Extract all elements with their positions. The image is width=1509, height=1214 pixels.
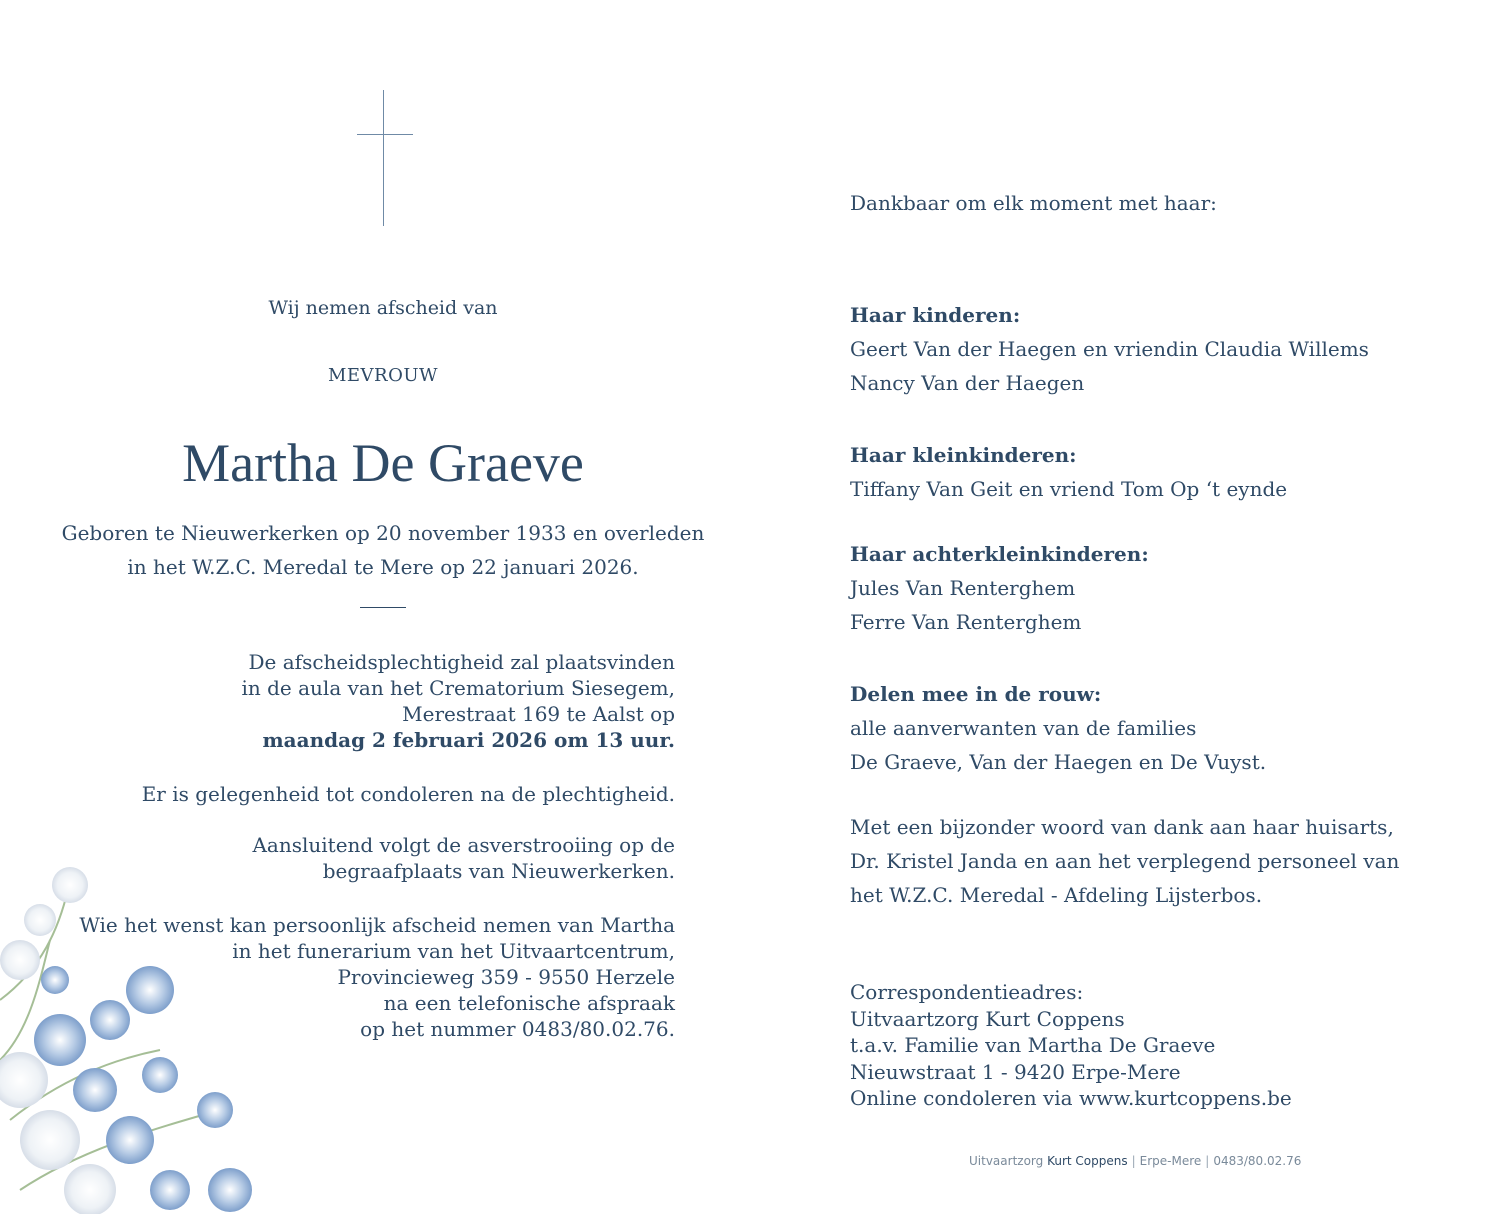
special-thanks [850,810,1410,912]
grandchildren-section [850,438,1410,506]
ashes-line: Aansluitend volgt de asverstrooiing op de [252,833,675,857]
mourning-section [850,677,1410,779]
ceremony-line: in de aula van het Crematorium Siesegem, [241,676,675,700]
footer-prefix: Uitvaartzorg [969,1154,1044,1168]
visit-line: na een telefonische afspraak [383,991,675,1015]
death-line: in het W.Z.C. Meredal te Mere op 22 januari 2026. [127,555,639,579]
cross-icon [357,90,413,226]
mourning-title: Delen mee in de rouw: [850,682,1102,706]
special-thanks-line: het W.Z.C. Meredal - Afdeling Lijsterbos. [850,883,1263,907]
child-name: Nancy Van der Haegen [850,371,1085,395]
visit-line: Provincieweg 359 - 9550 Herzele [337,965,675,989]
greatgrandchild-name: Ferre Van Renterghem [850,610,1082,634]
correspondence-line: Nieuwstraat 1 - 9420 Erpe-Mere [850,1059,1181,1084]
footer-place: Erpe-Mere [1139,1154,1202,1168]
correspondence-line: Correspondentieadres: [850,980,1084,1004]
ashes-line: begraafplaats van Nieuwerkerken. [322,859,675,883]
children-title: Haar kinderen: [850,303,1021,327]
deceased-name: Martha De Graeve [182,433,584,493]
child-name: Geert Van der Haegen en vriendin Claudia Willems [850,337,1369,361]
ceremony-line: De afscheidsplechtigheid zal plaatsvinden [248,650,675,674]
visit-line: Wie het wenst kan persoonlijk afscheid nemen van Martha [79,913,675,937]
divider [360,607,406,608]
visit-line: in het funerarium van het Uitvaartcentrum, [232,939,675,963]
ceremony-date: maandag 2 februari 2026 om 13 uur. [262,728,675,752]
special-thanks-line: Dr. Kristel Janda en aan het verplegend personeel van [850,849,1400,873]
greatgrandchildren-title: Haar achterkleinkinderen: [850,542,1149,566]
grandchildren-title: Haar kleinkinderen: [850,443,1077,467]
ceremony-line: Merestraat 169 te Aalst op [402,702,675,726]
mourning-line: De Graeve, Van der Haegen en De Vuyst. [850,750,1267,774]
greatgrandchildren-section [850,537,1410,639]
condolence-info: Er is gelegenheid tot condoleren na de plechtigheid. [141,782,675,806]
children-section [850,298,1410,400]
correspondence-line: Uitvaartzorg Kurt Coppens [850,1006,1125,1031]
footer-firm: Kurt Coppens [1047,1154,1128,1168]
birth-death-info [60,516,706,584]
ceremony-info [75,649,675,753]
grandchild-name: Tiffany Van Geit en vriend Tom Op ‘t eynde [850,477,1288,501]
mourning-line: alle aanverwanten van de families [850,716,1197,740]
correspondence-line: Online condoleren via www.kurtcoppens.be [850,1086,1292,1110]
honorific: MEVROUW [327,365,439,386]
greatgrandchild-name: Jules Van Renterghem [850,576,1076,600]
correspondence-line: t.a.v. Familie van Martha De Graeve [850,1033,1216,1057]
thanks-heading: Dankbaar om elk moment met haar: [850,191,1217,215]
correspondence-address [850,979,1410,1112]
special-thanks-line: Met een bijzonder woord van dank aan haar huisarts, [850,815,1394,839]
birth-line: Geboren te Nieuwerkerken op 20 november 1933 en overleden [61,521,705,545]
footer-phone: 0483/80.02.76 [1213,1154,1302,1168]
intro-text: Wij nemen afscheid van [268,297,498,319]
visit-line: op het nummer 0483/80.02.76. [360,1017,675,1041]
flower-decoration [0,860,290,1214]
footer-credits: Uitvaartzorg Kurt Coppens | Erpe-Mere | 0483/80.02.76 [969,1154,1302,1168]
